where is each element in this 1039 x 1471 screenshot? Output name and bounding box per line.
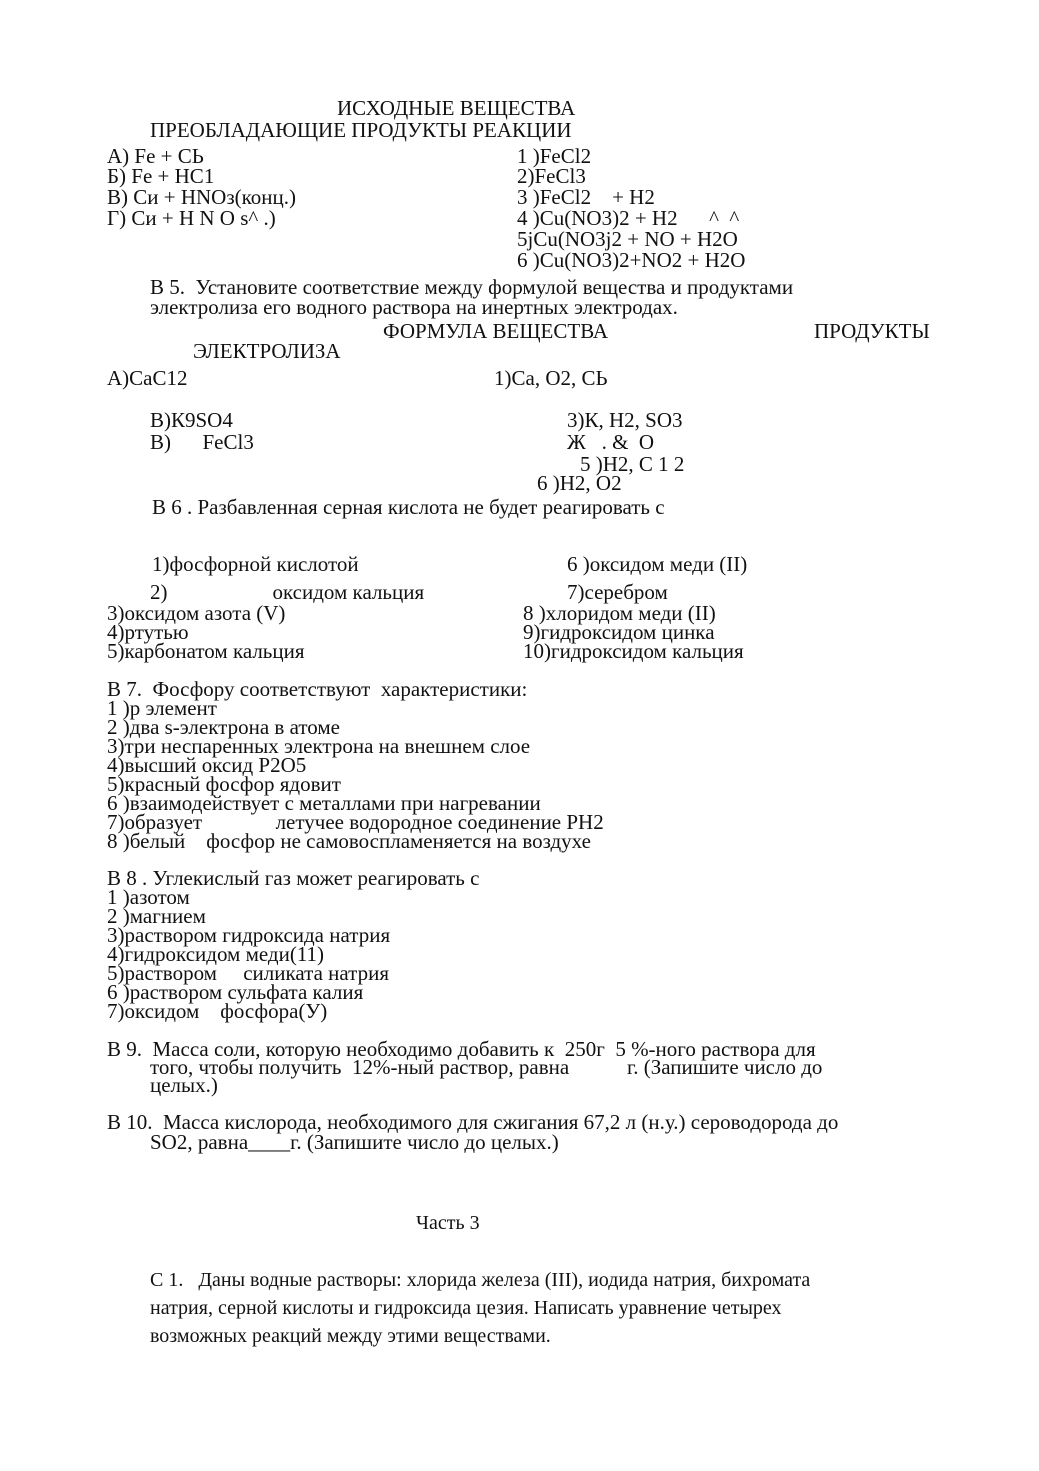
b4-left-a: А) Fe + СЬ	[107, 144, 204, 168]
b8-item-6: 6 )раствором сульфата калия	[107, 980, 364, 1004]
b7-item-2: 2 )два s-электрона в атоме	[107, 715, 340, 739]
b8-item-2: 2 )магнием	[107, 904, 206, 928]
b9-line2: того, чтобы получить 12%-ный раствор, равна г. (Запишите число до	[150, 1055, 823, 1079]
b6-right-9: 9)гидроксидом цинка	[523, 620, 715, 644]
b5-right-5: 5 )H2, C 1 2	[580, 452, 685, 476]
b8-title: В 8 . Углекислый газ может реагировать с	[107, 866, 480, 890]
b5-col-products-2: ЭЛЕКТРОЛИЗА	[193, 339, 341, 363]
b9-line1: В 9. Масса соли, которую необходимо добавить к 250г 5 %-ного раствора для	[107, 1037, 816, 1061]
c1-line3: возможных реакций между этими веществами.	[150, 1325, 551, 1347]
b8-item-4: 4)гидроксидом меди(11)	[107, 942, 325, 966]
b6-right-8: 8 )хлоридом меди (II)	[523, 601, 716, 625]
b6-right-7: 7)серебром	[567, 580, 668, 604]
b6-left-5: 5)карбонатом кальция	[107, 639, 305, 663]
b6-title: В 6 . Разбавленная серная кислота не будет реагировать с	[152, 495, 665, 519]
b4-right-3: 3 )FeCl2 + H2	[517, 185, 655, 209]
b5-right-4: Ж . & О	[567, 430, 655, 454]
b6-right-10: 10)гидроксидом кальция	[523, 639, 744, 663]
b7-item-8: 8 )белый фосфор не самовоспламеняется на воздухе	[107, 829, 591, 853]
b4-left-v: В) Си + HNOз(конц.)	[107, 185, 296, 209]
b7-item-3: 3)три неспаренных электрона на внешнем слое	[107, 734, 531, 758]
b5-col-products: ПРОДУКТЫ	[814, 319, 930, 343]
b4-left-g: Г) Си + H N O s^ .)	[107, 206, 276, 230]
b5-col-formula: ФОРМУЛА ВЕЩЕСТВА	[383, 319, 609, 343]
b5-right-6: 6 )Н2, О2	[537, 471, 622, 495]
b5-title-line1: В 5. Установите соответствие между формулой вещества и продуктами	[150, 275, 794, 299]
b6-left-1: 1)фосфорной кислотой	[152, 552, 359, 576]
b5-title-line2: электролиза его водного раствора на инертных электродах.	[150, 295, 678, 319]
b7-item-1: 1 )р элемент	[107, 696, 217, 720]
b8-item-1: 1 )азотом	[107, 885, 190, 909]
b5-right-3: 3)К, Н2, SO3	[567, 408, 683, 432]
b4-left-b: Б) Fe + НС1	[107, 164, 215, 188]
b4-right-4: 4 )Cu(NO3)2 + H2 ^ ^	[517, 206, 740, 230]
b10-line2: SO2, равна____г. (Запишите число до целых.)	[150, 1130, 559, 1154]
b4-right-6: 6 )Cu(NO3)2+NO2 + H2O	[517, 248, 746, 272]
b7-item-5: 5)красный фосфор ядовит	[107, 772, 341, 796]
b6-left-3: 3)оксидом азота (V)	[107, 601, 286, 625]
b6-left-4: 4)ртутью	[107, 620, 189, 644]
b10-line1: В 10. Масса кислорода, необходимого для сжигания 67,2 л (н.у.) сероводорода до	[107, 1110, 839, 1134]
c1-line2: натрия, серной кислоты и гидроксида цезия. Написать уравнение четырех	[150, 1297, 782, 1319]
c1-line1: С 1. Даны водные растворы: хлорида железа (III), иодида натрия, бихромата	[150, 1269, 811, 1291]
b4-right-1: 1 )FeCl2	[517, 144, 592, 168]
b8-item-7: 7)оксидом фосфора(У)	[107, 999, 328, 1023]
b6-right-6: 6 )оксидом меди (II)	[567, 552, 748, 576]
b7-item-4: 4)высший оксид Р2О5	[107, 753, 307, 777]
b5-left-v: В) FeCl3	[150, 430, 254, 454]
b7-item-6: 6 )взаимодействует с металлами при нагревании	[107, 791, 541, 815]
b7-title: В 7. Фосфору соответствуют характеристики:	[107, 677, 528, 701]
b4-heading-reactants: ИСХОДНЫЕ ВЕЩЕСТВА	[337, 96, 576, 120]
b4-right-5: 5jCu(NO3j2 + NO + H2O	[517, 227, 738, 251]
part3-title: Часть 3	[416, 1212, 480, 1234]
b8-item-5: 5)раствором силиката натрия	[107, 961, 390, 985]
b9-line3: целых.)	[150, 1073, 218, 1097]
b7-item-7: 7)образует летучее водородное соединение РН2	[107, 810, 604, 834]
b5-left-a: А)СаС12	[107, 366, 188, 390]
b4-right-2: 2)FeCl3	[517, 164, 586, 188]
b8-item-3: 3)раствором гидроксида натрия	[107, 923, 391, 947]
b5-left-b: В)К9SO4	[150, 408, 233, 432]
b6-left-2: 2) оксидом кальция	[150, 580, 425, 604]
b5-right-1: 1)Са, О2, СЬ	[494, 366, 608, 390]
b4-heading-products: ПРЕОБЛАДАЮЩИЕ ПРОДУКТЫ РЕАКЦИИ	[150, 118, 572, 142]
